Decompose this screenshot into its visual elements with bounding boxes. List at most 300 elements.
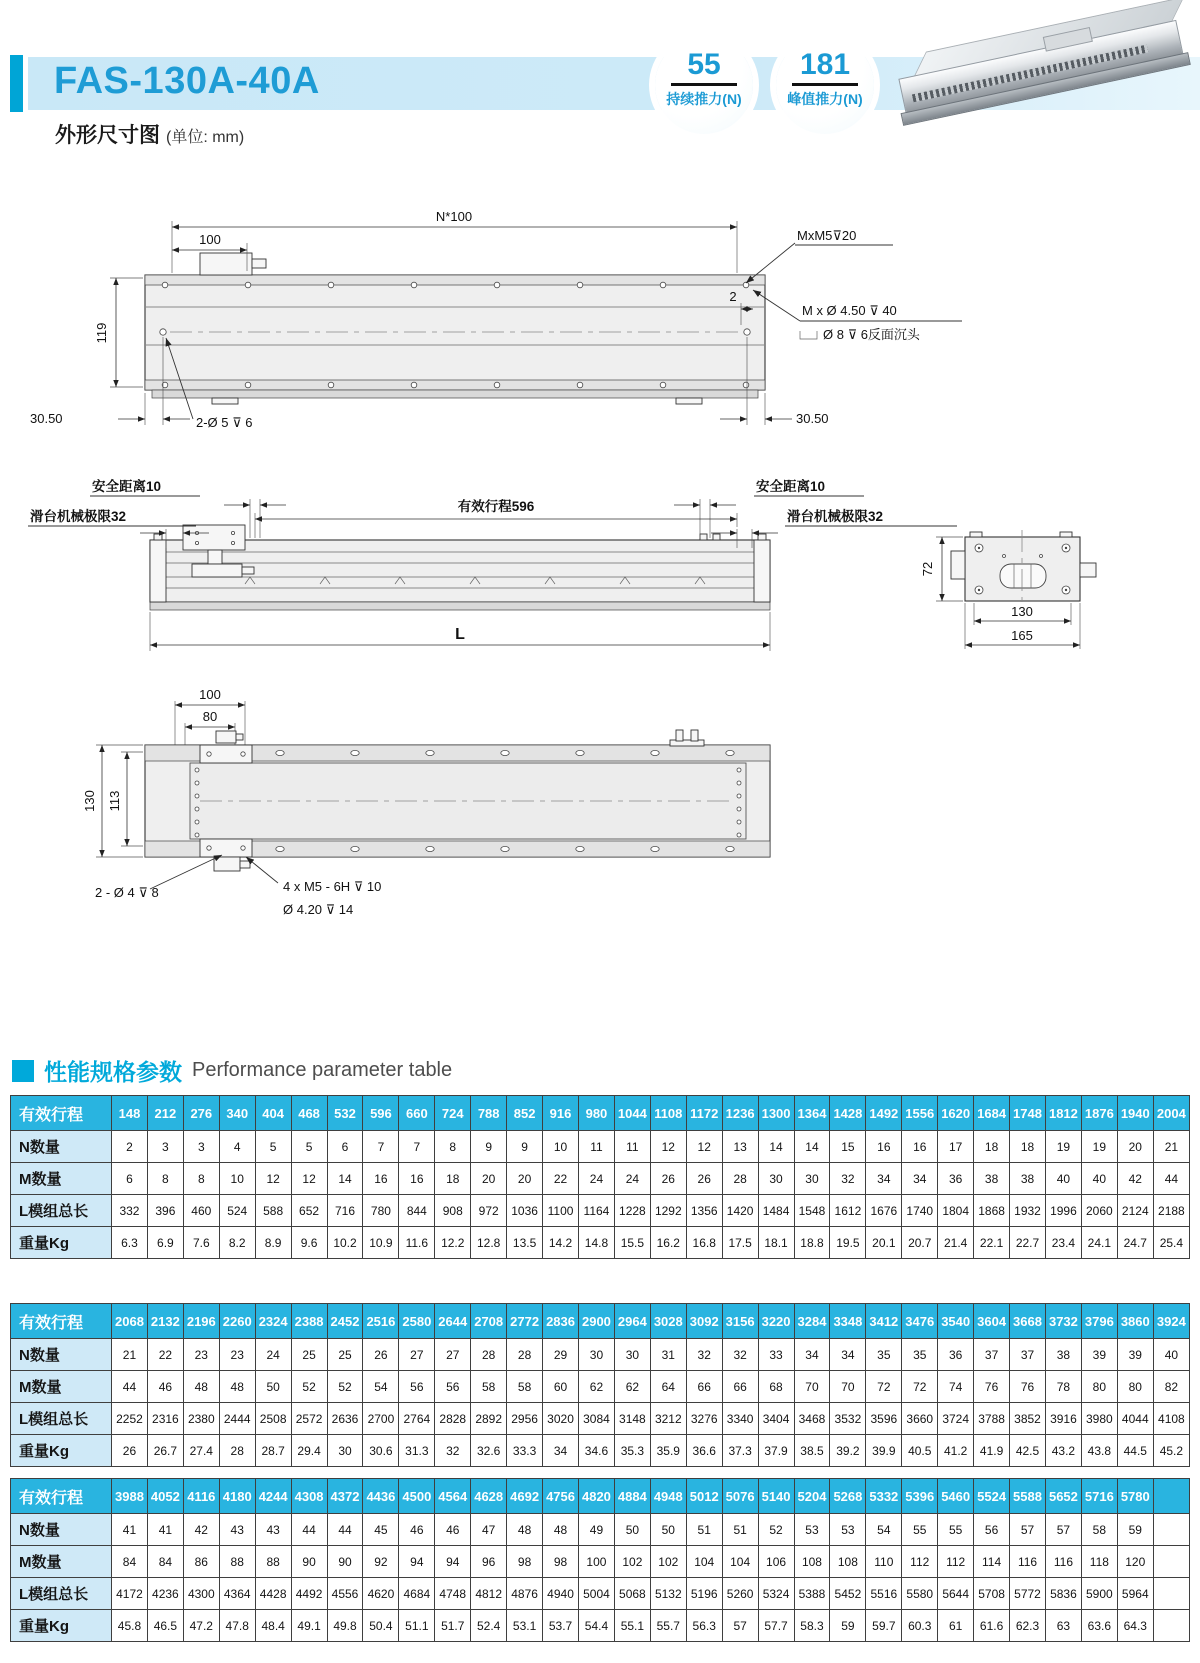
stroke-value: 980 <box>578 1096 614 1131</box>
param-value: 8.2 <box>219 1227 255 1259</box>
param-value: 1164 <box>578 1195 614 1227</box>
param-value: 21 <box>112 1339 148 1371</box>
param-value: 11 <box>578 1131 614 1163</box>
stroke-value: 1812 <box>1045 1096 1081 1131</box>
param-value: 780 <box>363 1195 399 1227</box>
param-value: 7.6 <box>183 1227 219 1259</box>
stroke-value: 2836 <box>543 1304 579 1339</box>
param-value: 908 <box>435 1195 471 1227</box>
param-value: 9 <box>471 1131 507 1163</box>
table-row <box>11 1435 1190 1467</box>
param-value: 63 <box>1045 1610 1081 1642</box>
param-value: 38 <box>1045 1339 1081 1371</box>
table-row <box>11 1403 1190 1435</box>
stroke-value: 5140 <box>758 1479 794 1514</box>
param-value: 116 <box>1045 1546 1081 1578</box>
param-value: 53.1 <box>507 1610 543 1642</box>
row-label: N数量 <box>11 1514 112 1546</box>
dim-119: 119 <box>94 322 109 344</box>
note-pin-holes: 2-Ø 5 ⊽ 6 <box>196 415 253 430</box>
param-value: 24 <box>255 1339 291 1371</box>
param-value: 80 <box>1117 1371 1153 1403</box>
param-value: 3020 <box>543 1403 579 1435</box>
param-value: 10.9 <box>363 1227 399 1259</box>
param-value: 3 <box>147 1131 183 1163</box>
param-value: 27 <box>435 1339 471 1371</box>
param-value: 8 <box>183 1163 219 1195</box>
param-value: 19.5 <box>830 1227 866 1259</box>
param-value: 9 <box>507 1131 543 1163</box>
stroke-value: 5780 <box>1117 1479 1153 1514</box>
param-value: 72 <box>902 1371 938 1403</box>
param-value: 19 <box>1045 1131 1081 1163</box>
bottom-view-drawing <box>0 675 1200 945</box>
param-value: 11 <box>614 1131 650 1163</box>
stroke-value: 5716 <box>1081 1479 1117 1514</box>
param-value: 5260 <box>722 1578 758 1610</box>
param-value: 32 <box>830 1163 866 1195</box>
table-row <box>11 1195 1190 1227</box>
param-value: 34 <box>543 1435 579 1467</box>
dimension-drawing-title <box>55 119 244 149</box>
dim-n100: N*100 <box>435 209 473 224</box>
param-value: 58 <box>507 1371 543 1403</box>
param-value: 2508 <box>255 1403 291 1435</box>
table-row <box>11 1131 1190 1163</box>
param-value: 46 <box>435 1514 471 1546</box>
param-value: 59 <box>830 1610 866 1642</box>
param-value: 2572 <box>291 1403 327 1435</box>
param-value: 524 <box>219 1195 255 1227</box>
param-value: 66 <box>722 1371 758 1403</box>
param-value: 6.3 <box>112 1227 148 1259</box>
stroke-value: 1300 <box>758 1096 794 1131</box>
row-label: N数量 <box>11 1339 112 1371</box>
stroke-value: 1428 <box>830 1096 866 1131</box>
stroke-value: 852 <box>507 1096 543 1131</box>
param-value: 4492 <box>291 1578 327 1610</box>
param-value: 5964 <box>1117 1578 1153 1610</box>
stroke-value: 2708 <box>471 1304 507 1339</box>
param-value: 48 <box>507 1514 543 1546</box>
param-value: 40 <box>1045 1163 1081 1195</box>
row-label: 有效行程 <box>11 1479 112 1514</box>
param-value: 4044 <box>1117 1403 1153 1435</box>
param-value: 72 <box>866 1371 902 1403</box>
table-row <box>11 1227 1190 1259</box>
param-value: 57 <box>1010 1514 1046 1546</box>
param-value: 972 <box>471 1195 507 1227</box>
param-value: 25 <box>327 1339 363 1371</box>
param-value: 44.5 <box>1117 1435 1153 1467</box>
table-row <box>11 1339 1190 1371</box>
param-value: 78 <box>1045 1371 1081 1403</box>
param-value: 16 <box>363 1163 399 1195</box>
param-value: 3276 <box>686 1403 722 1435</box>
param-value: 14.2 <box>543 1227 579 1259</box>
param-value: 4236 <box>147 1578 183 1610</box>
param-value: 56.3 <box>686 1610 722 1642</box>
side-view-drawing <box>0 455 1200 670</box>
stroke-value: 276 <box>183 1096 219 1131</box>
param-value: 51.7 <box>435 1610 471 1642</box>
param-value <box>1153 1514 1189 1546</box>
param-value: 94 <box>399 1546 435 1578</box>
param-value: 1740 <box>902 1195 938 1227</box>
param-value: 30 <box>794 1163 830 1195</box>
row-label: N数量 <box>11 1131 112 1163</box>
param-value: 98 <box>507 1546 543 1578</box>
param-value: 36 <box>938 1339 974 1371</box>
param-value: 12 <box>255 1163 291 1195</box>
param-value: 39 <box>1117 1339 1153 1371</box>
stroke-value: 2004 <box>1153 1096 1189 1131</box>
param-value: 88 <box>219 1546 255 1578</box>
param-value: 24 <box>614 1163 650 1195</box>
param-value: 63.6 <box>1081 1610 1117 1642</box>
param-value: 10 <box>219 1163 255 1195</box>
param-value: 46 <box>147 1371 183 1403</box>
param-value: 55 <box>902 1514 938 1546</box>
stroke-value: 4308 <box>291 1479 327 1514</box>
mech-limit-left: 滑台机械极限32 <box>30 509 127 524</box>
row-label: 重量Kg <box>11 1610 112 1642</box>
note-m450-hole: M x Ø 4.50 ⊽ 40 <box>802 303 897 318</box>
param-value: 844 <box>399 1195 435 1227</box>
stroke-value: 4884 <box>614 1479 650 1514</box>
param-value: 90 <box>327 1546 363 1578</box>
param-value: 14 <box>794 1131 830 1163</box>
param-value: 5516 <box>866 1578 902 1610</box>
param-value: 7 <box>363 1131 399 1163</box>
param-value: 37.3 <box>722 1435 758 1467</box>
param-value: 4748 <box>435 1578 471 1610</box>
param-value: 3980 <box>1081 1403 1117 1435</box>
param-value: 25.4 <box>1153 1227 1189 1259</box>
param-value: 38 <box>1010 1163 1046 1195</box>
actuator-image <box>894 0 1188 135</box>
row-label: M数量 <box>11 1163 112 1195</box>
param-value: 54 <box>866 1514 902 1546</box>
param-value: 57 <box>1045 1514 1081 1546</box>
stroke-value: 404 <box>255 1096 291 1131</box>
param-value: 5068 <box>614 1578 650 1610</box>
param-value: 40 <box>1081 1163 1117 1195</box>
param-value: 13.5 <box>507 1227 543 1259</box>
param-value: 22.1 <box>974 1227 1010 1259</box>
badge-divider <box>792 83 858 86</box>
param-value: 1036 <box>507 1195 543 1227</box>
param-value: 102 <box>650 1546 686 1578</box>
param-value: 22.7 <box>1010 1227 1046 1259</box>
stroke-value: 212 <box>147 1096 183 1131</box>
param-value: 104 <box>686 1546 722 1578</box>
param-value: 3 <box>183 1131 219 1163</box>
param-value: 1996 <box>1045 1195 1081 1227</box>
param-value: 35.3 <box>614 1435 650 1467</box>
param-value: 4876 <box>507 1578 543 1610</box>
row-label: M数量 <box>11 1371 112 1403</box>
param-value: 2444 <box>219 1403 255 1435</box>
stroke-value: 3028 <box>650 1304 686 1339</box>
row-label: 重量Kg <box>11 1227 112 1259</box>
section-square-icon <box>12 1060 34 1082</box>
param-value: 23 <box>219 1339 255 1371</box>
param-value: 58 <box>471 1371 507 1403</box>
param-value: 30 <box>758 1163 794 1195</box>
param-value: 37.9 <box>758 1435 794 1467</box>
param-value: 55.7 <box>650 1610 686 1642</box>
stroke-value: 2132 <box>147 1304 183 1339</box>
param-value: 14 <box>327 1163 363 1195</box>
stroke-value: 1364 <box>794 1096 830 1131</box>
param-value: 4364 <box>219 1578 255 1610</box>
param-value: 18.8 <box>794 1227 830 1259</box>
stroke-value: 4500 <box>399 1479 435 1514</box>
param-value: 61 <box>938 1610 974 1642</box>
param-value: 35 <box>866 1339 902 1371</box>
peak-thrust-badge <box>776 36 874 134</box>
performance-table-2 <box>10 1303 1190 1467</box>
stroke-value: 5268 <box>830 1479 866 1514</box>
stroke-value: 3668 <box>1010 1304 1046 1339</box>
param-value: 22 <box>543 1163 579 1195</box>
param-value: 64 <box>650 1371 686 1403</box>
param-value: 3788 <box>974 1403 1010 1435</box>
note-m5-6h: 4 x M5 - 6H ⊽ 10 <box>283 879 382 894</box>
param-value: 3660 <box>902 1403 938 1435</box>
param-value: 24.7 <box>1117 1227 1153 1259</box>
mech-limit-right: 滑台机械极限32 <box>787 509 884 524</box>
param-value: 3084 <box>578 1403 614 1435</box>
param-value: 1932 <box>1010 1195 1046 1227</box>
stroke-value: 788 <box>471 1096 507 1131</box>
param-value: 1292 <box>650 1195 686 1227</box>
param-value: 28 <box>722 1163 758 1195</box>
param-value: 27 <box>399 1339 435 1371</box>
param-value: 15 <box>830 1131 866 1163</box>
param-value: 4940 <box>543 1578 579 1610</box>
param-value: 1676 <box>866 1195 902 1227</box>
param-value: 32 <box>686 1339 722 1371</box>
param-value: 33.3 <box>507 1435 543 1467</box>
param-value: 5644 <box>938 1578 974 1610</box>
param-value: 5900 <box>1081 1578 1117 1610</box>
param-value: 50 <box>255 1371 291 1403</box>
param-value: 20.1 <box>866 1227 902 1259</box>
param-value: 3532 <box>830 1403 866 1435</box>
param-value: 8 <box>435 1131 471 1163</box>
param-value: 46 <box>399 1514 435 1546</box>
param-value: 36 <box>938 1163 974 1195</box>
peak-thrust-label: 峰值推力(N) <box>787 91 863 107</box>
param-value: 62 <box>578 1371 614 1403</box>
param-value: 60 <box>543 1371 579 1403</box>
note-pin-holes-bottom: 2 - Ø 4 ⊽ 8 <box>95 885 159 900</box>
stroke-value: 2452 <box>327 1304 363 1339</box>
stroke-value: 2516 <box>363 1304 399 1339</box>
param-value: 49.1 <box>291 1610 327 1642</box>
stroke-value: 532 <box>327 1096 363 1131</box>
param-value: 18 <box>435 1163 471 1195</box>
param-value: 4684 <box>399 1578 435 1610</box>
param-value: 45.8 <box>112 1610 148 1642</box>
param-value: 47.2 <box>183 1610 219 1642</box>
param-value: 70 <box>830 1371 866 1403</box>
param-value: 26 <box>363 1339 399 1371</box>
param-value: 1228 <box>614 1195 650 1227</box>
table-row <box>11 1514 1190 1546</box>
counterbore-icon <box>800 331 817 339</box>
param-value: 1356 <box>686 1195 722 1227</box>
stroke-value: 5652 <box>1045 1479 1081 1514</box>
param-value: 2892 <box>471 1403 507 1435</box>
param-value: 44 <box>112 1371 148 1403</box>
stroke-value: 3796 <box>1081 1304 1117 1339</box>
stroke-value: 3924 <box>1153 1304 1189 1339</box>
param-value: 26 <box>650 1163 686 1195</box>
param-value: 20.7 <box>902 1227 938 1259</box>
stroke-value: 340 <box>219 1096 255 1131</box>
param-value: 5 <box>255 1131 291 1163</box>
param-value: 34 <box>794 1339 830 1371</box>
stroke-value: 4820 <box>578 1479 614 1514</box>
param-value: 1804 <box>938 1195 974 1227</box>
performance-table-3 <box>10 1478 1190 1642</box>
param-value: 32 <box>435 1435 471 1467</box>
stroke-value: 1684 <box>974 1096 1010 1131</box>
stroke-value: 1236 <box>722 1096 758 1131</box>
safety-distance-left: 安全距离10 <box>92 479 162 494</box>
param-value: 36.6 <box>686 1435 722 1467</box>
note-counterbore: Ø 8 ⊽ 6反面沉头 <box>823 327 920 342</box>
stroke-value: 3604 <box>974 1304 1010 1339</box>
param-value: 100 <box>578 1546 614 1578</box>
param-value: 3212 <box>650 1403 686 1435</box>
param-value: 40 <box>1153 1339 1189 1371</box>
param-value: 2188 <box>1153 1195 1189 1227</box>
section-heading <box>12 1054 452 1087</box>
param-value: 5708 <box>974 1578 1010 1610</box>
dim-80: 80 <box>202 709 218 724</box>
param-value: 57 <box>722 1610 758 1642</box>
dim-165: 165 <box>1011 628 1033 643</box>
param-value: 22 <box>147 1339 183 1371</box>
param-value: 332 <box>112 1195 148 1227</box>
param-value: 47.8 <box>219 1610 255 1642</box>
param-value: 52 <box>291 1371 327 1403</box>
top-view-drawing <box>0 195 1200 460</box>
param-value: 41 <box>112 1514 148 1546</box>
param-value: 21.4 <box>938 1227 974 1259</box>
param-value: 27.4 <box>183 1435 219 1467</box>
param-value: 37 <box>1010 1339 1046 1371</box>
param-value: 86 <box>183 1546 219 1578</box>
param-value: 43.8 <box>1081 1435 1117 1467</box>
param-value: 16.8 <box>686 1227 722 1259</box>
stroke-value: 4436 <box>363 1479 399 1514</box>
param-value: 108 <box>794 1546 830 1578</box>
param-value: 32.6 <box>471 1435 507 1467</box>
param-value: 2380 <box>183 1403 219 1435</box>
stroke-value: 4692 <box>507 1479 543 1514</box>
param-value: 53.7 <box>543 1610 579 1642</box>
stroke-value: 5460 <box>938 1479 974 1514</box>
param-value: 58 <box>1081 1514 1117 1546</box>
param-value: 16 <box>902 1131 938 1163</box>
param-value: 15.5 <box>614 1227 650 1259</box>
stroke-value: 2900 <box>578 1304 614 1339</box>
param-value: 30 <box>327 1435 363 1467</box>
param-value: 2828 <box>435 1403 471 1435</box>
stroke-value: 148 <box>112 1096 148 1131</box>
param-value: 56 <box>435 1371 471 1403</box>
param-value: 114 <box>974 1546 1010 1578</box>
dim-113: 113 <box>107 790 122 812</box>
param-value: 112 <box>902 1546 938 1578</box>
param-value: 8 <box>147 1163 183 1195</box>
param-value: 48 <box>543 1514 579 1546</box>
param-value: 1420 <box>722 1195 758 1227</box>
param-value: 19 <box>1081 1131 1117 1163</box>
param-value: 25 <box>291 1339 327 1371</box>
stroke-value: 3220 <box>758 1304 794 1339</box>
param-value: 5324 <box>758 1578 794 1610</box>
stroke-value: 1620 <box>938 1096 974 1131</box>
param-value: 716 <box>327 1195 363 1227</box>
param-value: 3596 <box>866 1403 902 1435</box>
param-value: 52 <box>758 1514 794 1546</box>
stroke-value: 660 <box>399 1096 435 1131</box>
param-value: 42 <box>1117 1163 1153 1195</box>
stroke-value: 4756 <box>543 1479 579 1514</box>
dimension-title-unit: (单位: mm) <box>166 129 245 146</box>
param-value: 18 <box>974 1131 1010 1163</box>
param-value: 51 <box>722 1514 758 1546</box>
param-value: 44 <box>1153 1163 1189 1195</box>
stroke-value: 4116 <box>183 1479 219 1514</box>
table-row <box>11 1163 1190 1195</box>
param-value: 23 <box>183 1339 219 1371</box>
peak-thrust-value: 181 <box>799 48 851 81</box>
stroke-value: 5204 <box>794 1479 830 1514</box>
param-value: 39.2 <box>830 1435 866 1467</box>
param-value: 54.4 <box>578 1610 614 1642</box>
param-value: 8.9 <box>255 1227 291 1259</box>
param-value: 39 <box>1081 1339 1117 1371</box>
param-value: 39.9 <box>866 1435 902 1467</box>
table-header-row <box>11 1479 1190 1514</box>
stroke-value: 3540 <box>938 1304 974 1339</box>
param-value: 12 <box>291 1163 327 1195</box>
dim-3050-left: 30.50 <box>30 411 63 426</box>
table-row <box>11 1610 1190 1642</box>
param-value: 50.4 <box>363 1610 399 1642</box>
stroke-value: 2324 <box>255 1304 291 1339</box>
param-value: 44 <box>327 1514 363 1546</box>
param-value: 56 <box>974 1514 1010 1546</box>
dim-100: 100 <box>199 232 221 247</box>
param-value: 35.9 <box>650 1435 686 1467</box>
param-value: 41.9 <box>974 1435 1010 1467</box>
param-value: 12.8 <box>471 1227 507 1259</box>
stroke-value: 1172 <box>686 1096 722 1131</box>
stroke-value: 5396 <box>902 1479 938 1514</box>
param-value: 9.6 <box>291 1227 327 1259</box>
param-value: 59 <box>1117 1514 1153 1546</box>
stroke-value: 4244 <box>255 1479 291 1514</box>
section-title-zh: 性能规格参数 <box>44 1059 182 1085</box>
